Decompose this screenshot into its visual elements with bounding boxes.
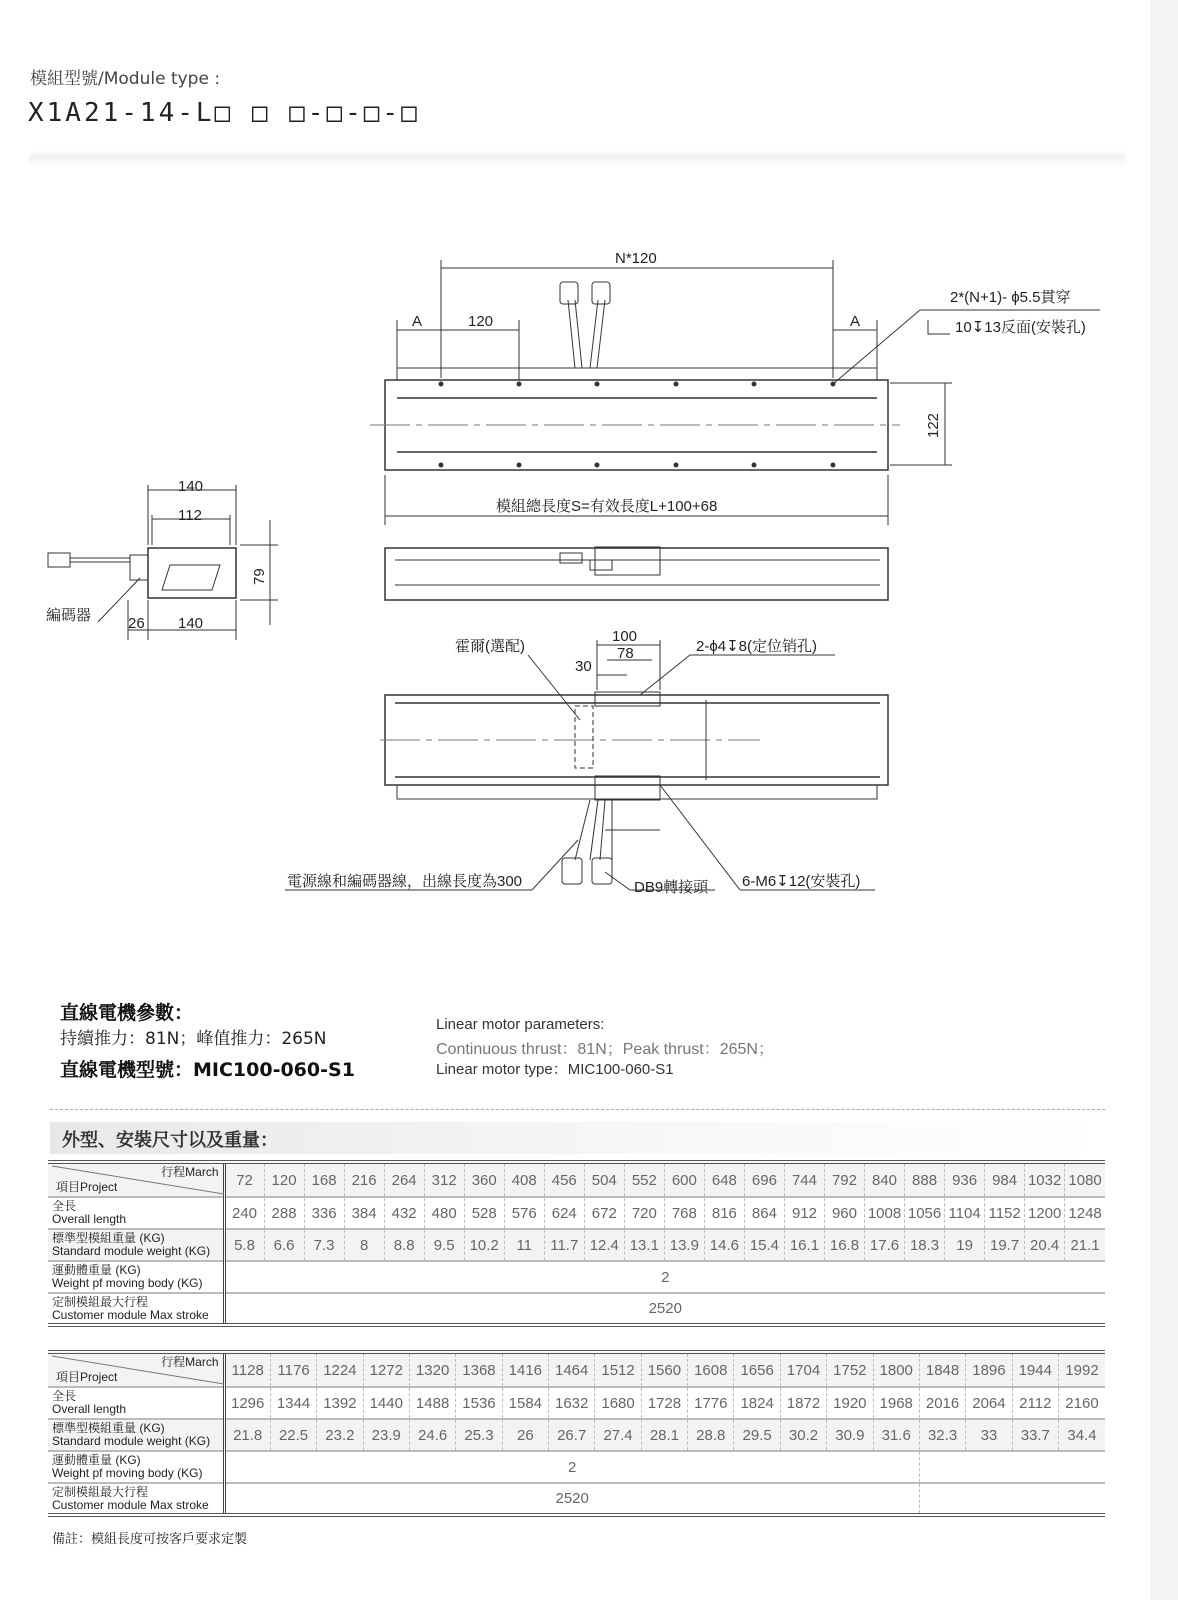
- row-label-cn: 標準型模組重量 (KG): [52, 1231, 165, 1245]
- encoder-label: 編碼器: [46, 607, 92, 624]
- stroke-cell: 360: [464, 1162, 504, 1197]
- model-code: X1A21-14-L□ □ □-□-□-□: [28, 98, 420, 128]
- weight-cell: 24.6: [409, 1419, 455, 1451]
- stroke-cell: 648: [704, 1162, 744, 1197]
- length-cell: 2016: [919, 1387, 965, 1419]
- length-cell: 1776: [688, 1387, 734, 1419]
- moving-weight-cell: 2: [224, 1451, 919, 1483]
- dim-a-left: A: [412, 313, 423, 330]
- weight-cell: 15.4: [744, 1229, 784, 1261]
- spec-table-1: [48, 1160, 1105, 1327]
- stroke-cell: 1944: [1012, 1352, 1058, 1387]
- length-cell: 288: [264, 1197, 304, 1229]
- side-view: [385, 547, 888, 600]
- length-cell: 1104: [945, 1197, 985, 1229]
- dim-end-112: 112: [178, 507, 202, 524]
- length-cell: 1152: [985, 1197, 1025, 1229]
- weight-cell: 13.1: [624, 1229, 664, 1261]
- length-cell: 1200: [1025, 1197, 1065, 1229]
- table-row: [48, 1352, 1105, 1387]
- length-cell: 528: [464, 1197, 504, 1229]
- dim-100: 100: [612, 628, 638, 645]
- footnote: 備註：模組長度可按客戶要求定製: [52, 1532, 248, 1547]
- length-cell: 336: [304, 1197, 344, 1229]
- motor-en-thrust: Continuous thrust：81N；Peak thrust：265N；: [436, 1041, 774, 1058]
- table-row: [48, 1293, 1105, 1325]
- stroke-cell: 120: [264, 1162, 304, 1197]
- row-label-en: Weight pf moving body (KG): [52, 1276, 203, 1290]
- length-cell: 2112: [1012, 1387, 1058, 1419]
- module-type-label: 模組型號/Module type :: [30, 69, 221, 89]
- stroke-cell: 552: [624, 1162, 664, 1197]
- dashed-divider: [50, 1109, 1105, 1110]
- weight-cell: 11.7: [544, 1229, 584, 1261]
- length-cell: 1344: [270, 1387, 316, 1419]
- row-label: [48, 1293, 224, 1325]
- row-label-en: Customer module Max stroke: [52, 1497, 209, 1512]
- weight-cell: 16.8: [824, 1229, 864, 1261]
- table-row: [48, 1451, 1105, 1483]
- length-cell: 1680: [595, 1387, 641, 1419]
- dim-pitch: 120: [468, 313, 494, 330]
- weight-cell: 29.5: [734, 1419, 780, 1451]
- row-label-cn: 標準型模組重量 (KG): [52, 1421, 165, 1435]
- section-title: 外型、安裝尺寸以及重量：: [50, 1122, 1105, 1154]
- divider: [30, 156, 1125, 166]
- dim-end-79: 79: [251, 568, 268, 585]
- row-label-cn: 運動體重量 (KG): [52, 1453, 141, 1467]
- weight-cell: 23.9: [363, 1419, 409, 1451]
- row-label: [48, 1261, 224, 1293]
- pin-note: 2-ϕ4↧8(定位销孔): [696, 638, 817, 655]
- stroke-cell: 1368: [456, 1352, 502, 1387]
- dim-122: 122: [925, 412, 942, 438]
- length-cell: 480: [424, 1197, 464, 1229]
- stroke-cell: 312: [424, 1162, 464, 1197]
- total-length: 模組總長度S=有效長度L+100+68: [496, 498, 718, 515]
- stroke-cell: 1224: [317, 1352, 363, 1387]
- length-cell: 864: [744, 1197, 784, 1229]
- stroke-cell: 456: [544, 1162, 584, 1197]
- weight-cell: 30.2: [780, 1419, 826, 1451]
- march-label: 行程March: [161, 1355, 219, 1369]
- stroke-cell: 1752: [827, 1352, 873, 1387]
- weight-cell: 8.8: [384, 1229, 424, 1261]
- weight-cell: 26.7: [549, 1419, 595, 1451]
- stroke-cell: 1560: [641, 1352, 687, 1387]
- stroke-cell: 600: [664, 1162, 704, 1197]
- module-drawing: [0, 230, 1150, 930]
- dim-n120: N*120: [615, 250, 657, 267]
- stroke-cell: 792: [824, 1162, 864, 1197]
- weight-cell: 28.1: [641, 1419, 687, 1451]
- row-label: [48, 1229, 224, 1261]
- weight-cell: 10.2: [464, 1229, 504, 1261]
- row-label-en: Customer module Max stroke: [52, 1307, 209, 1322]
- empty-cell: [919, 1451, 1105, 1483]
- stroke-cell: 1800: [873, 1352, 919, 1387]
- motor-cn-type: 直線電機型號：MIC100-060-S1: [60, 1059, 355, 1081]
- length-cell: 1824: [734, 1387, 780, 1419]
- dim-a-right: A: [850, 313, 861, 330]
- stroke-cell: 1128: [224, 1352, 270, 1387]
- project-label: 項目Project: [56, 1180, 118, 1194]
- length-cell: 1488: [409, 1387, 455, 1419]
- weight-cell: 23.2: [317, 1419, 363, 1451]
- weight-cell: 33.7: [1012, 1419, 1058, 1451]
- stroke-cell: 1032: [1025, 1162, 1065, 1197]
- weight-cell: 6.6: [264, 1229, 304, 1261]
- length-cell: 768: [664, 1197, 704, 1229]
- weight-cell: 12.4: [584, 1229, 624, 1261]
- stroke-cell: 1176: [270, 1352, 316, 1387]
- length-cell: 1008: [865, 1197, 905, 1229]
- weight-cell: 17.6: [865, 1229, 905, 1261]
- weight-cell: 7.3: [304, 1229, 344, 1261]
- empty-cell: [919, 1483, 1105, 1515]
- stroke-cell: 696: [744, 1162, 784, 1197]
- length-cell: 816: [704, 1197, 744, 1229]
- row-label-en: Standard module weight (KG): [52, 1244, 211, 1258]
- table-row: [48, 1261, 1105, 1293]
- weight-cell: 8: [344, 1229, 384, 1261]
- length-cell: 1536: [456, 1387, 502, 1419]
- row-label-cn: 全長: [52, 1389, 77, 1403]
- dim-end-26: 26: [128, 615, 145, 632]
- table-row: [48, 1387, 1105, 1419]
- table-row: [48, 1229, 1105, 1261]
- stroke-cell: 1512: [595, 1352, 641, 1387]
- row-label-cn: 運動體重量 (KG): [52, 1263, 141, 1277]
- row-label-en: Standard module weight (KG): [52, 1434, 211, 1448]
- weight-cell: 9.5: [424, 1229, 464, 1261]
- max-stroke-cell: 2520: [224, 1483, 919, 1515]
- bottom-view: [285, 640, 888, 890]
- stroke-cell: 1992: [1058, 1352, 1105, 1387]
- row-label-cn: 定制模組最大行程: [52, 1294, 149, 1309]
- weight-cell: 13.9: [664, 1229, 704, 1261]
- length-cell: 2064: [966, 1387, 1012, 1419]
- stroke-cell: 1896: [966, 1352, 1012, 1387]
- length-cell: 1248: [1065, 1197, 1105, 1229]
- stroke-cell: 72: [224, 1162, 264, 1197]
- length-cell: 624: [544, 1197, 584, 1229]
- dim-end-140-top: 140: [178, 478, 204, 495]
- stroke-cell: 744: [784, 1162, 824, 1197]
- march-label: 行程March: [161, 1165, 219, 1179]
- weight-cell: 14.6: [704, 1229, 744, 1261]
- table-row: [48, 1419, 1105, 1451]
- table-row: [48, 1162, 1105, 1197]
- length-cell: 1440: [363, 1387, 409, 1419]
- weight-cell: 26: [502, 1419, 548, 1451]
- length-cell: 384: [344, 1197, 384, 1229]
- cable-note: 電源線和編碼器線，出線長度為300: [287, 873, 523, 890]
- stroke-cell: 408: [504, 1162, 544, 1197]
- weight-cell: 21.8: [224, 1419, 270, 1451]
- weight-cell: 16.1: [784, 1229, 824, 1261]
- stroke-cell: 1320: [409, 1352, 455, 1387]
- motor-en-title: Linear motor parameters:: [436, 1016, 605, 1033]
- stroke-cell: 1608: [688, 1352, 734, 1387]
- dim-end-140-bottom: 140: [178, 615, 204, 632]
- stroke-cell: 216: [344, 1162, 384, 1197]
- stroke-cell: 1416: [502, 1352, 548, 1387]
- motor-cn-title: 直線電機參數：: [60, 1002, 194, 1024]
- row-label-cn: 定制模組最大行程: [52, 1484, 149, 1499]
- hole-note-1: 2*(N+1)- ϕ5.5貫穿: [950, 289, 1071, 306]
- row-label: [48, 1483, 224, 1515]
- length-cell: 1392: [317, 1387, 363, 1419]
- stroke-cell: 936: [945, 1162, 985, 1197]
- motor-cn-thrust: 持續推力：81N；峰值推力：265N: [60, 1029, 327, 1049]
- stroke-cell: 1848: [919, 1352, 965, 1387]
- stroke-cell: 1704: [780, 1352, 826, 1387]
- length-cell: 1584: [502, 1387, 548, 1419]
- hall-label: 霍爾(選配): [455, 638, 525, 655]
- row-label-en: Overall length: [52, 1212, 127, 1226]
- header-corner-cell: [48, 1352, 224, 1387]
- length-cell: 1920: [827, 1387, 873, 1419]
- table-row: [48, 1197, 1105, 1229]
- row-label-en: Weight pf moving body (KG): [52, 1466, 203, 1480]
- moving-weight-cell: 2: [224, 1261, 1105, 1293]
- stroke-cell: 984: [985, 1162, 1025, 1197]
- weight-cell: 11: [504, 1229, 544, 1261]
- hole-note-2: 10↧13反面(安裝孔): [955, 319, 1086, 336]
- length-cell: 1056: [905, 1197, 945, 1229]
- weight-cell: 19: [945, 1229, 985, 1261]
- length-cell: 1632: [549, 1387, 595, 1419]
- stroke-cell: 504: [584, 1162, 624, 1197]
- weight-cell: 34.4: [1058, 1419, 1105, 1451]
- weight-cell: 20.4: [1025, 1229, 1065, 1261]
- weight-cell: 19.7: [985, 1229, 1025, 1261]
- weight-cell: 18.3: [905, 1229, 945, 1261]
- row-label: [48, 1419, 224, 1451]
- length-cell: 720: [624, 1197, 664, 1229]
- length-cell: 576: [504, 1197, 544, 1229]
- stroke-cell: 1464: [549, 1352, 595, 1387]
- weight-cell: 33: [966, 1419, 1012, 1451]
- dim-30: 30: [575, 658, 592, 675]
- weight-cell: 25.3: [456, 1419, 502, 1451]
- weight-cell: 30.9: [827, 1419, 873, 1451]
- weight-cell: 28.8: [688, 1419, 734, 1451]
- row-label: [48, 1197, 224, 1229]
- stroke-cell: 888: [905, 1162, 945, 1197]
- length-cell: 1728: [641, 1387, 687, 1419]
- weight-cell: 22.5: [270, 1419, 316, 1451]
- stroke-cell: 264: [384, 1162, 424, 1197]
- stroke-cell: 840: [865, 1162, 905, 1197]
- header-corner-cell: [48, 1162, 224, 1197]
- length-cell: 432: [384, 1197, 424, 1229]
- length-cell: 672: [584, 1197, 624, 1229]
- motor-en-type: Linear motor type：MIC100-060-S1: [436, 1061, 674, 1078]
- row-label: [48, 1451, 224, 1483]
- project-label: 項目Project: [56, 1370, 118, 1384]
- row-label: [48, 1387, 224, 1419]
- weight-cell: 27.4: [595, 1419, 641, 1451]
- weight-cell: 31.6: [873, 1419, 919, 1451]
- weight-cell: 5.8: [224, 1229, 264, 1261]
- length-cell: 960: [824, 1197, 864, 1229]
- length-cell: 240: [224, 1197, 264, 1229]
- db9-label: DB9轉接頭: [634, 879, 709, 896]
- row-label-en: Overall length: [52, 1402, 127, 1416]
- weight-cell: 21.1: [1065, 1229, 1105, 1261]
- mount-note: 6-M6↧12(安裝孔): [742, 873, 861, 890]
- max-stroke-cell: 2520: [224, 1293, 1105, 1325]
- stroke-cell: 1272: [363, 1352, 409, 1387]
- dim-78: 78: [617, 645, 634, 662]
- stroke-cell: 1080: [1065, 1162, 1105, 1197]
- length-cell: 2160: [1058, 1387, 1105, 1419]
- row-label-cn: 全長: [52, 1199, 77, 1213]
- table-row: [48, 1483, 1105, 1515]
- length-cell: 912: [784, 1197, 824, 1229]
- length-cell: 1968: [873, 1387, 919, 1419]
- stroke-cell: 168: [304, 1162, 344, 1197]
- spec-table-2: [48, 1350, 1105, 1517]
- weight-cell: 32.3: [919, 1419, 965, 1451]
- length-cell: 1296: [224, 1387, 270, 1419]
- length-cell: 1872: [780, 1387, 826, 1419]
- stroke-cell: 1656: [734, 1352, 780, 1387]
